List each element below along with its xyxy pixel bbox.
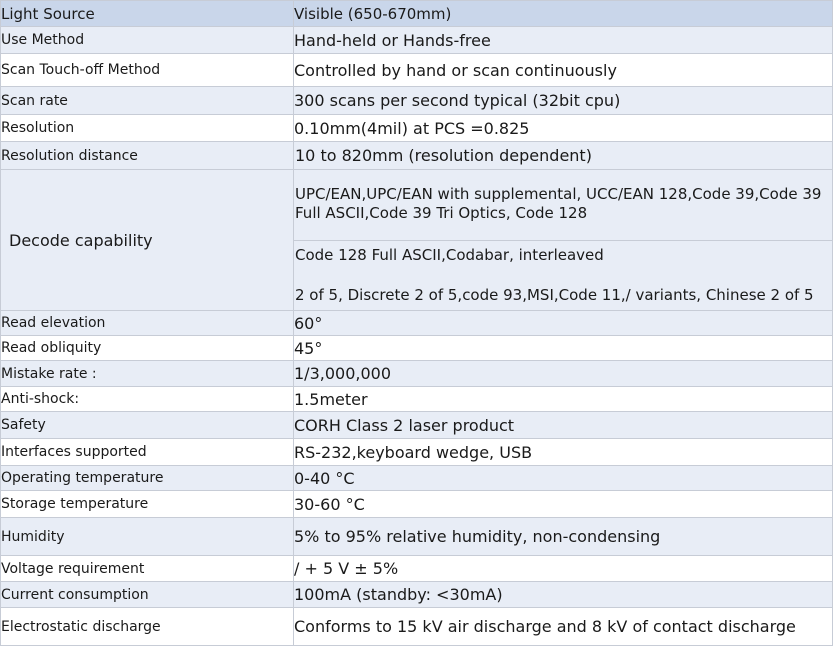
- table-row: [1, 466, 833, 491]
- row-value: Conforms to 15 kV air discharge and 8 kV of contact discharge: [294, 608, 833, 646]
- table-row: [1, 491, 833, 518]
- row-value: / + 5 V ± 5%: [294, 556, 833, 582]
- row-label: Mistake rate :: [1, 361, 294, 387]
- decode-line: Code 128 Full ASCII,Codabar, interleaved: [295, 246, 604, 264]
- row-value: 30-60 °C: [294, 491, 833, 518]
- row-value: 0.10mm(4mil) at PCS =0.825: [294, 115, 833, 142]
- row-value: Visible (650-670mm): [294, 1, 833, 27]
- decode-line: UPC/EAN,UPC/EAN with supplemental, UCC/EAN 128,Code 39,Code 39: [295, 185, 822, 203]
- row-label: Resolution: [1, 115, 294, 142]
- table-row: [1, 115, 833, 142]
- row-value: 45°: [294, 336, 833, 361]
- row-value: Hand-held or Hands-free: [294, 27, 833, 54]
- table-row: [1, 361, 833, 387]
- table-row: [1, 1, 833, 27]
- row-value: Controlled by hand or scan continuously: [294, 54, 833, 87]
- decode-line: 2 of 5, Discrete 2 of 5,code 93,MSI,Code 11,/ variants, Chinese 2 of 5: [295, 286, 814, 304]
- table-row: [1, 518, 833, 556]
- row-label: Current consumption: [1, 582, 294, 608]
- table-row: [1, 336, 833, 361]
- row-label: Light Source: [1, 1, 294, 27]
- row-label: Scan rate: [1, 87, 294, 115]
- table-row: [1, 170, 833, 311]
- row-value: 5% to 95% relative humidity, non-condensing: [294, 518, 833, 556]
- row-label: Safety: [1, 412, 294, 439]
- row-label: Use Method: [1, 27, 294, 54]
- row-label: Humidity: [1, 518, 294, 556]
- row-label: Operating temperature: [1, 466, 294, 491]
- table-row: [1, 556, 833, 582]
- row-label: Interfaces supported: [1, 439, 294, 466]
- row-label: Read obliquity: [1, 336, 294, 361]
- table-row: [1, 54, 833, 87]
- row-value: RS-232,keyboard wedge, USB: [294, 439, 833, 466]
- table-row: [1, 412, 833, 439]
- table-row: [1, 27, 833, 54]
- table-row: [1, 87, 833, 115]
- row-label: Read elevation: [1, 311, 294, 336]
- row-value: CORH Class 2 laser product: [294, 412, 833, 439]
- row-value: 10 to 820mm (resolution dependent): [294, 142, 833, 170]
- table-row: [1, 439, 833, 466]
- row-label: Electrostatic discharge: [1, 608, 294, 646]
- row-label: Anti-shock:: [1, 387, 294, 412]
- row-label: Storage temperature: [1, 491, 294, 518]
- row-value: 1/3,000,000: [294, 361, 833, 387]
- table-row: [1, 582, 833, 608]
- table-row: [1, 311, 833, 336]
- row-value: 60°: [294, 311, 833, 336]
- row-label: Voltage requirement: [1, 556, 294, 582]
- row-value: 300 scans per second typical (32bit cpu): [294, 87, 833, 115]
- table-row: [1, 608, 833, 646]
- row-value: 100mA (standby: <30mA): [294, 582, 833, 608]
- table-row: [1, 387, 833, 412]
- row-value: 1.5meter: [294, 387, 833, 412]
- row-label: Decode capability: [1, 170, 294, 311]
- row-value: 0-40 °C: [294, 466, 833, 491]
- table-row: [1, 142, 833, 170]
- row-label: Resolution distance: [1, 142, 294, 170]
- decode-capability-value: [294, 170, 833, 311]
- decode-line: Full ASCII,Code 39 Tri Optics, Code 128: [295, 204, 588, 222]
- row-label: Scan Touch-off Method: [1, 54, 294, 87]
